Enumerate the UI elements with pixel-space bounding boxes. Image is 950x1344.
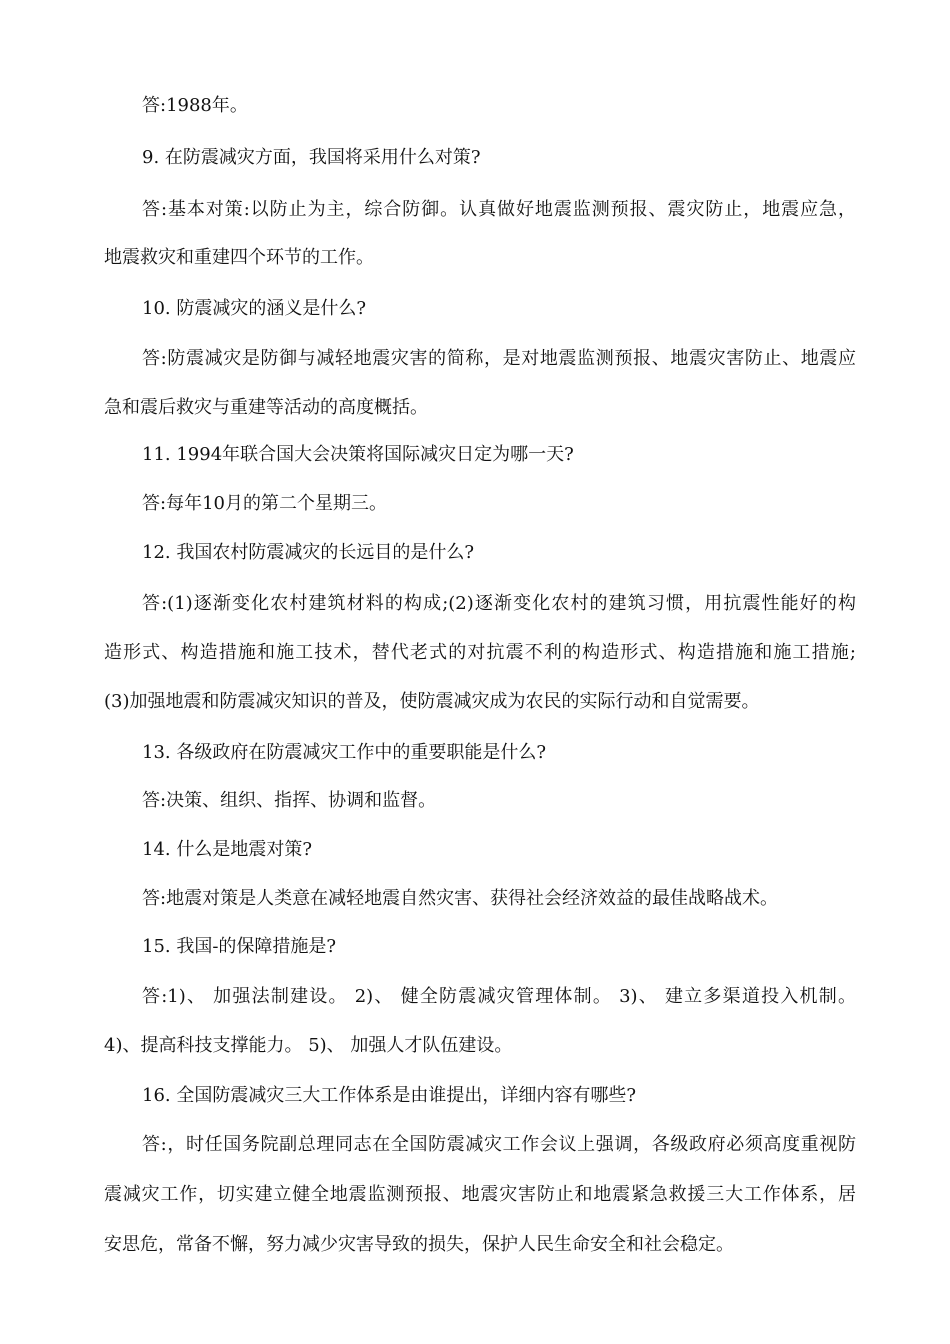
answer-9-line-1: 答:基本对策:以防止为主，综合防御。认真做好地震监测预报、震灾防止，地震应急， [142, 199, 856, 220]
answer-14: 答:地震对策是人类意在减轻地震自然灾害、获得社会经济效益的最佳战略战术。 [142, 888, 779, 909]
question-12: 12. 我国农村防震减灾的长远目的是什么? [142, 542, 474, 563]
answer-10-line-1: 答:防震减灾是防御与减轻地震灾害的简称，是对地震监测预报、地震灾害防止、地震应 [142, 348, 856, 369]
question-14: 14. 什么是地震对策? [142, 839, 312, 860]
question-10: 10. 防震减灾的涵义是什么? [142, 298, 366, 319]
answer-16-line-3: 安思危，常备不懈，努力减少灾害导致的损失，保护人民生命安全和社会稳定。 [104, 1234, 734, 1255]
answer-16-line-2: 震减灾工作，切实建立健全地震监测预报、地震灾害防止和地震紧急救援三大工作体系，居 [104, 1184, 856, 1205]
answer-11: 答:每年10月的第二个星期三。 [142, 493, 387, 514]
answer-9-line-2: 地震救灾和重建四个环节的工作。 [104, 247, 374, 268]
answer-16-line-1: 答:，时任国务院副总理同志在全国防震减灾工作会议上强调，各级政府必须高度重视防 [142, 1134, 856, 1155]
answer-10-line-2: 急和震后救灾与重建等活动的高度概括。 [104, 397, 428, 418]
answer-15-line-1: 答:1)、 加强法制建设。 2)、 健全防震减灾管理体制。 3)、 建立多渠道投入机制。 [142, 986, 856, 1007]
answer-13: 答:决策、组织、指挥、协调和监督。 [142, 790, 437, 811]
question-16: 16. 全国防震减灾三大工作体系是由谁提出，详细内容有哪些? [142, 1085, 636, 1106]
answer-12-line-2: 造形式、构造措施和施工技术，替代老式的对抗震不利的构造形式、构造措施和施工措施; [104, 642, 856, 663]
answer-12-line-3: (3)加强地震和防震减灾知识的普及，使防震减灾成为农民的实际行动和自觉需要。 [104, 691, 760, 712]
answer-12-line-1: 答:(1)逐渐变化农村建筑材料的构成;(2)逐渐变化农村的建筑习惯，用抗震性能好的构 [142, 593, 856, 614]
question-15: 15. 我国-的保障措施是? [142, 936, 337, 957]
question-9: 9. 在防震减灾方面，我国将采用什么对策? [142, 147, 481, 168]
answer-15-line-2: 4)、提高科技支撑能力。 5)、 加强人才队伍建设。 [104, 1035, 513, 1056]
question-13: 13. 各级政府在防震减灾工作中的重要职能是什么? [142, 742, 546, 763]
question-11: 11. 1994年联合国大会决策将国际减灾日定为哪一天? [142, 444, 574, 465]
answer-8: 答:1988年。 [142, 95, 248, 116]
